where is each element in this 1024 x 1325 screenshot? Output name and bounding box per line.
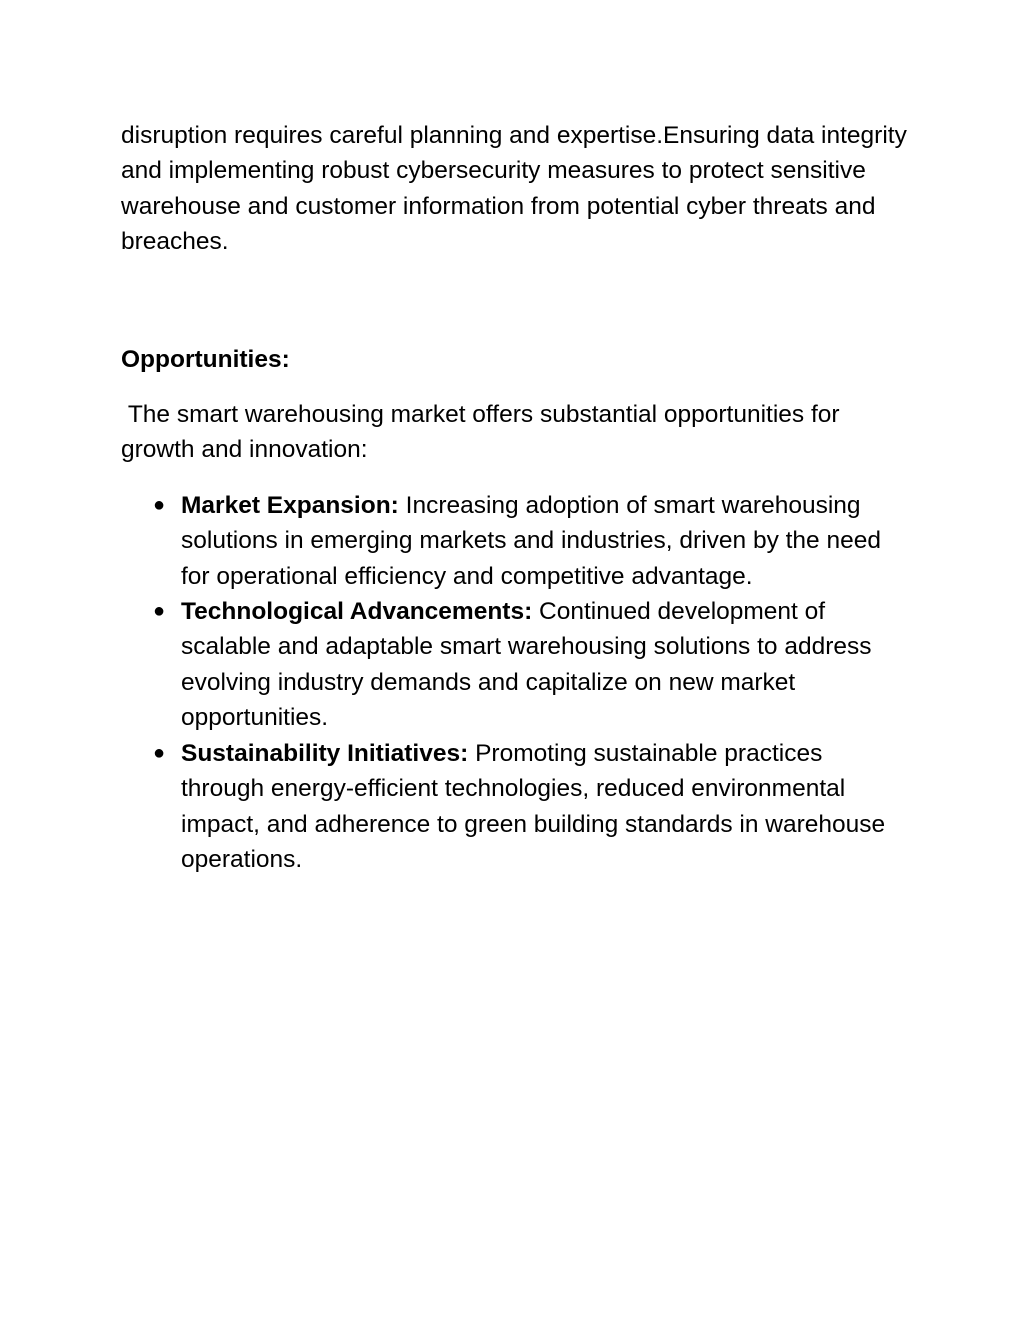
- list-item-text: Increasing adoption of smart warehousing solutions in emerging markets and industries, driven by the need for operational efficiency and competitive advantage.: [181, 491, 881, 590]
- list-item-term: Technological Advancements:: [181, 598, 533, 626]
- bullet-icon: ●: [153, 600, 166, 623]
- list-item: [121, 488, 911, 594]
- list-item-text: Promoting sustainable practices through energy-efficient technologies, reduced environmental impact, and adherence to green building standards in warehouse operations.: [181, 739, 886, 873]
- list-item: [121, 736, 911, 878]
- intro-paragraph: disruption requires careful planning and expertise.Ensuring data integrity and implementing robust cybersecurity measures to protect sensitive warehouse and customer information from potential cyber threats and breaches.: [121, 122, 907, 256]
- list-item-term: Market Expansion:: [181, 491, 399, 519]
- list-item-term: Sustainability Initiatives:: [181, 739, 469, 767]
- list-item-text: Continued development of scalable and adaptable smart warehousing solutions to address evolving industry demands and capitalize on new market opportunities.: [181, 598, 872, 732]
- bullet-icon: ●: [153, 741, 166, 764]
- section-heading: Opportunities:: [121, 345, 290, 373]
- opportunities-list: [121, 488, 911, 877]
- lead-paragraph: The smart warehousing market offers substantial opportunities for growth and innovation:: [121, 401, 847, 464]
- document-page: [121, 118, 911, 877]
- bullet-icon: ●: [153, 493, 166, 516]
- list-item: [121, 594, 911, 736]
